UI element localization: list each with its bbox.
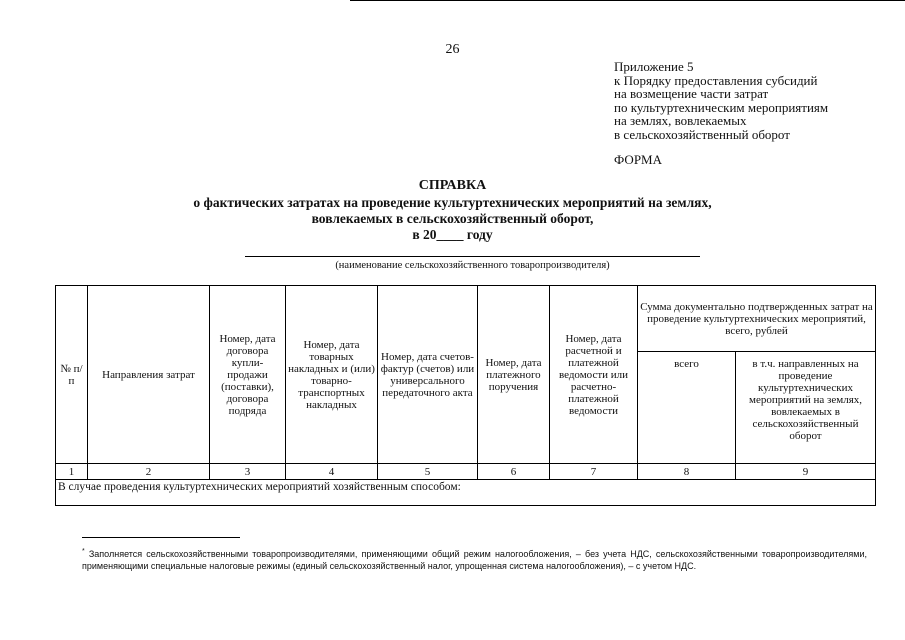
- header-total: всего: [638, 352, 736, 464]
- column-number-cell: 8: [638, 464, 736, 480]
- appendix-line: к Порядку предоставления субсидий: [614, 72, 818, 88]
- producer-name-line: [245, 256, 700, 257]
- column-number-cell: 9: [736, 464, 876, 480]
- column-number-cell: 4: [286, 464, 378, 480]
- footnote-separator: [82, 537, 240, 538]
- column-number-cell: 3: [210, 464, 286, 480]
- footnote-text: Заполняется сельскохозяйственными товаропроизводителями, применяющими общий режим налогообложения, – без учета НДС, сельскохозяйственными товаропроизводителями, применяющими специальные налоговые режимы (единый сельскохозяйственный налог, упрощенная система налогообложения), – с учетом НДС.: [82, 549, 867, 571]
- header-payroll: Номер, дата расчетной и платежной ведомости или расчетно-платежной ведомости: [550, 286, 638, 464]
- header-payment-order: Номер, дата платежного поручения: [478, 286, 550, 464]
- footnote-marker: *: [82, 548, 85, 555]
- footnote: [82, 546, 867, 572]
- column-number-cell: 7: [550, 464, 638, 480]
- appendix-line: на землях, вовлекаемых: [614, 113, 747, 128]
- column-number-cell: 6: [478, 464, 550, 480]
- expenses-table: [55, 285, 876, 506]
- appendix-line: в сельскохозяйственный оборот: [614, 126, 790, 142]
- producer-caption: (наименование сельскохозяйственного товаропроизводителя): [335, 260, 610, 271]
- document-subtitle-line2: вовлекаемых в сельскохозяйственный оборот,: [311, 211, 594, 226]
- form-label: ФОРМА: [614, 152, 662, 167]
- document-title: СПРАВКА: [418, 178, 487, 193]
- document-subtitle-line1: о фактических затратах на проведение культуртехнических мероприятий на землях,: [193, 195, 712, 210]
- header-waybills: Номер, дата товарных накладных и (или) товарно-транспортных накладных: [286, 286, 378, 464]
- appendix-block: [614, 60, 828, 141]
- header-directions: Направления затрат: [88, 286, 210, 464]
- column-number-cell: 2: [88, 464, 210, 480]
- top-border-line: [350, 0, 905, 1]
- document-year-line: в 20____ году: [412, 227, 493, 242]
- column-number-cell: 1: [56, 464, 88, 480]
- appendix-line: на возмещение части затрат: [614, 86, 769, 101]
- economic-method-row: В случае проведения культуртехнических мероприятий хозяйственным способом:: [56, 480, 876, 506]
- header-including: в т.ч. направленных на проведение культуртехнических мероприятий на землях, вовлекаемых в сельскохозяйственный оборот: [736, 352, 876, 464]
- appendix-line: по культуртехническим мероприятиям: [614, 99, 829, 115]
- header-contract: Номер, дата договора купли-продажи (поставки), договора подряда: [210, 286, 286, 464]
- header-sum-group: Сумма документально подтвержденных затрат на проведение культуртехнических мероприятий, всего, рублей: [638, 286, 876, 352]
- header-number: № п/п: [56, 286, 88, 464]
- column-number-cell: 5: [378, 464, 478, 480]
- header-invoices: Номер, дата счетов-фактур (счетов) или универсального передаточного акта: [378, 286, 478, 464]
- appendix-line: Приложение 5: [614, 59, 694, 74]
- page-number: 26: [445, 42, 460, 57]
